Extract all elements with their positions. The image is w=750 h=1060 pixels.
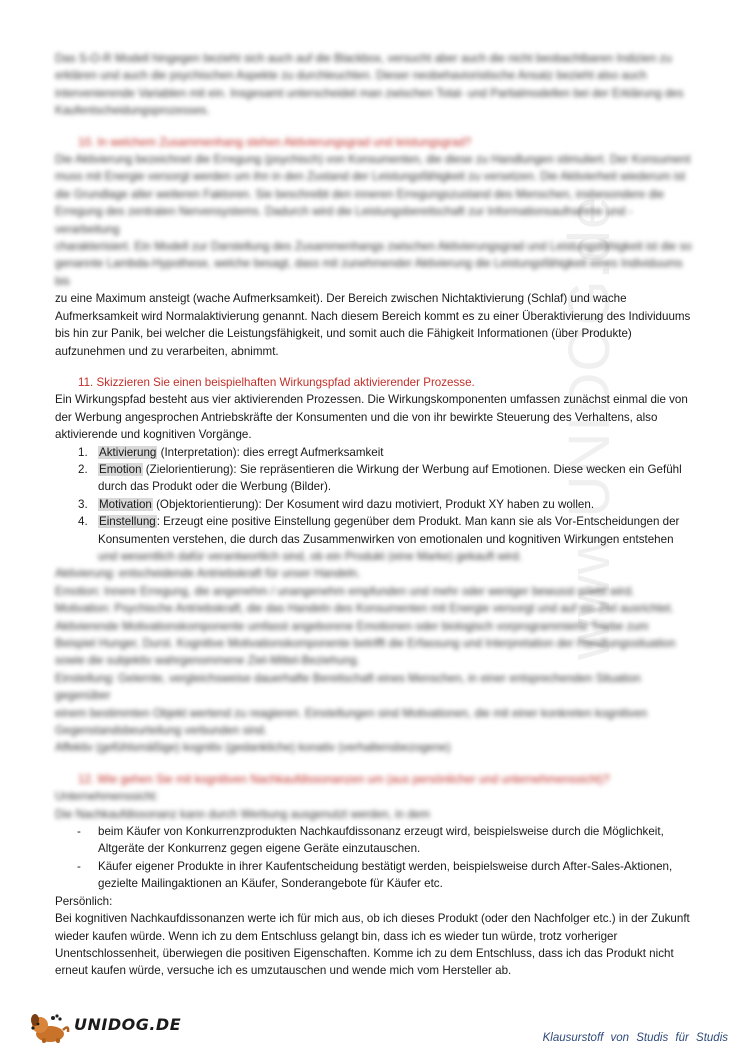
text-line: Aufmerksamkeit wird Normalaktivierung genannt. Nach diesem Bereich kommt es zu einer Überaktivierung des Individuums [55, 309, 691, 323]
text-line: einem bestimmten Objekt wertend zu reagieren. Einstellungen sind Motivationen, die mit einer konkreten kognitiven [55, 706, 648, 720]
text-line: Unentschlossenheit, überwiegen die positiven Eigenschaften. Komme ich zu dem Entschluss, dass ich das Produkt nicht [55, 946, 674, 960]
question-11-intro [55, 391, 695, 443]
list-text: : Erzeugt eine positive Einstellung gegenüber dem Produkt. Man kann sie als Vor-Entscheidungen der [156, 515, 680, 529]
company-measures-list [55, 823, 695, 893]
intro-paragraph [55, 50, 695, 120]
list-dash: - [77, 825, 81, 839]
text-line: Kaufentscheidungsprozesses. [55, 104, 210, 118]
text-line: intervenierende Variablen mit ein. Insgesamt unterscheidet man zwischen Total- und Partialmodellen bei der Erklärung des [55, 86, 684, 100]
text-line: muss mit Energie versorgt werden um ihn in den Zustand der Leistungsfähigkeit zu versetzen. Die Aktivierheit wiederum ist [55, 170, 686, 184]
text-line: Ein Wirkungspfad besteht aus vier aktivierenden Prozessen. Die Wirkungskomponenten umfassen zunächst einmal die von [55, 393, 688, 407]
text-line: Erregung des zentralen Nervensystems. Dadurch wird die Leistungsbereitschaft zur Informationsaufnahme und -verarbeitung [55, 205, 633, 236]
text-line: Die Nachkaufdissonanz kann durch Werbung ausgenutzt werden, in dem [55, 807, 430, 821]
text-line: aktivierende und kognitiven Vorgänge. [55, 428, 252, 442]
personal-label: Persönlich: [55, 894, 113, 908]
footer-slogan: Klausurstoff von Studis für Studis [542, 1032, 728, 1044]
text-line: Bei kognitiven Nachkaufdissonanzen werte ich für mich aus, ob ich dieses Produkt (oder den Nachfolger etc.) in der Zukunft [55, 912, 690, 926]
text-line: Aktivierende Motivationskomponente umfasst angeborene Emotionen oder biologisch vorprogrammierte Triebe zum [55, 619, 649, 633]
list-item [55, 858, 695, 893]
list-number: 2. [78, 462, 88, 476]
text-line: Das S-O-R Modell hingegen bezieht sich auch auf die Blackbox, versucht aber auch die nicht beobachtbaren Indizien zu [55, 52, 672, 65]
text-line: Emotion: Innere Erregung, die angenehm / unangenehm empfunden und mehr oder weniger bewusst erlebt wird. [55, 584, 635, 598]
dog-mascot-icon [26, 1012, 72, 1044]
question-11-heading: 11. Skizzieren Sie einen beispielhaften Wirkungspfad aktivierender Prozesse. [78, 375, 475, 389]
unidog-logo[interactable] [26, 1012, 182, 1044]
list-text: gezielte Mailingaktionen an Käufer, Sonderangebote für Käufer etc. [98, 877, 443, 891]
watermark: www.UNIDOG.de [557, 195, 622, 660]
text-line: Aktivierung: entscheidende Antriebskraft für unser Handeln. [55, 567, 361, 581]
text-line: Gegenstandsbeurteilung verbunden sind. [55, 724, 268, 738]
highlighted-term: Aktivierung [99, 445, 157, 459]
list-number: 4. [78, 515, 88, 529]
text-line: erneut kaufen würde, versuche ich es umzutauschen und wende mich vom Hersteller ab. [55, 964, 512, 978]
process-steps-list [55, 444, 695, 566]
highlighted-term: Emotion [99, 462, 142, 476]
list-text: Altgeräte der Konkurrenz gegen eigene Geräte einzutauschen. [98, 842, 421, 856]
question-10-answer [55, 290, 695, 360]
text-line: bis hin zur Panik, bei welcher die Leistungsfähigkeit, und somit auch die Fähigkeit Informationen (über Produkte) [55, 327, 632, 341]
text-line: Motivation: Psychische Antriebskraft, die das Handeln des Konsumenten mit Energie versorgt und auf ein Ziel ausrichtet. [55, 602, 674, 616]
list-text: (Interpretation): dies erregt Aufmerksamkeit [157, 445, 384, 459]
question-12-heading: 12. Wie gehen Sie mit kognitiven Nachkaufdissonanzen um (aus persönlicher und unternehmenssicht)? [78, 772, 610, 786]
list-text: Konsumenten verstehen, die durch das Zusammenwirken von emotionalen und kognitiven Wirkungen entstehen [98, 532, 674, 546]
definitions-blurred-block [55, 565, 695, 756]
list-item [55, 461, 695, 496]
text-line: Unternehmenssicht: [55, 790, 159, 804]
text-line: genannte Lambda-Hypothese, welche besagt, dass mit zunehmender Aktivierung die Leistungsfähigkeit eines Individuums bis [55, 257, 683, 288]
list-item [55, 823, 695, 858]
list-text: (Objektorientierung): Der Kosument wird dazu motiviert, Produkt XY haben zu wollen. [152, 497, 595, 511]
text-line: Beispiel Hunger, Durst. Kognitive Motivationskomponente betrifft die Erfassung und Interpretation der Handlungssituation [55, 637, 676, 650]
list-number: 1. [78, 445, 88, 459]
list-item [55, 496, 695, 513]
text-line: erklären und auch die psychischen Aspekte zu durchleuchten. Dieser neobehavioristische Ansatz bezieht also auch [55, 69, 647, 83]
text-line: Affektiv (gefühlsmäßige) kognitiv (gedankliche) konativ (verhaltensbezogene) [55, 741, 451, 755]
personal-answer [55, 910, 695, 980]
text-line: der Werbung angesprochen Antriebskräfte der Konsumenten und die von ihr bewirkte Steuerung des Verhaltens, also [55, 410, 658, 424]
list-text: durch das Produkt oder die Werbung (Bilder). [98, 480, 332, 494]
logo-text: UNIDOG.DE [74, 1015, 182, 1034]
list-text: (Zielorientierung): Sie repräsentieren die Wirkung der Werbung auf Emotionen. Diese wecken ein Gefühl [142, 462, 682, 476]
document-content [55, 50, 695, 980]
text-line: die Grundlage aller weiteren Faktoren. Sie beschreibt den inneren Erregungszustand des Menschen, insbesondere die [55, 187, 665, 201]
question-12-blurred-intro [55, 788, 695, 823]
list-text: Käufer eigener Produkte in ihrer Kaufentscheidung bestätigt werden, beispielsweise durch After-Sales-Aktionen, [98, 859, 673, 873]
list-dash: - [77, 859, 81, 873]
list-item [55, 444, 695, 461]
list-item [55, 513, 695, 565]
list-number: 3. [78, 497, 88, 511]
list-text: beim Käufer von Konkurrenzprodukten Nachkaufdissonanz erzeugt wird, beispielsweise durch die Möglichkeit, [98, 825, 664, 839]
text-line: Die Aktivierung bezeichnet die Erregung (psychisch) von Konsumenten, die diese zu Handlungen stimuliert. Der Konsument [55, 153, 691, 167]
question-10-blurred-answer [55, 151, 695, 290]
text-line: wieder kaufen würde. Wenn ich zu dem Entschluss gelangt bin, dass ich es wieder tun würde, trotz vorheriger [55, 929, 618, 943]
text-line: aufzunehmen und zu verarbeiten, abnimmt. [55, 344, 279, 358]
list-text: und wesentlich dafür verantwortlich sind, ob ein Produkt (eine Marke) gekauft wird. [98, 549, 523, 563]
text-line: zu eine Maximum ansteigt (wache Aufmerksamkeit). Der Bereich zwischen Nichtaktivierung (Schlaf) und wache [55, 292, 627, 306]
text-line: Einstellung: Gelernte, vergleichsweise dauerhafte Bereitschaft eines Menschen, in einer entsprechenden Situation gegenüber [55, 671, 641, 703]
text-line: sowie die subjektiv wahrgenommene Ziel-Mittel-Beziehung. [55, 654, 360, 668]
question-10-heading: 10. In welchem Zusammenhang stehen Aktivierungsgrad und leistungsgrad? [78, 135, 472, 149]
highlighted-term: Einstellung [99, 515, 156, 529]
text-line: charakterisiert. Ein Modell zur Darstellung des Zusammenhangs zwischen Aktivierungsgrad und Leistungsfähigkeit ist die so [55, 240, 692, 254]
highlighted-term: Motivation [99, 497, 152, 511]
